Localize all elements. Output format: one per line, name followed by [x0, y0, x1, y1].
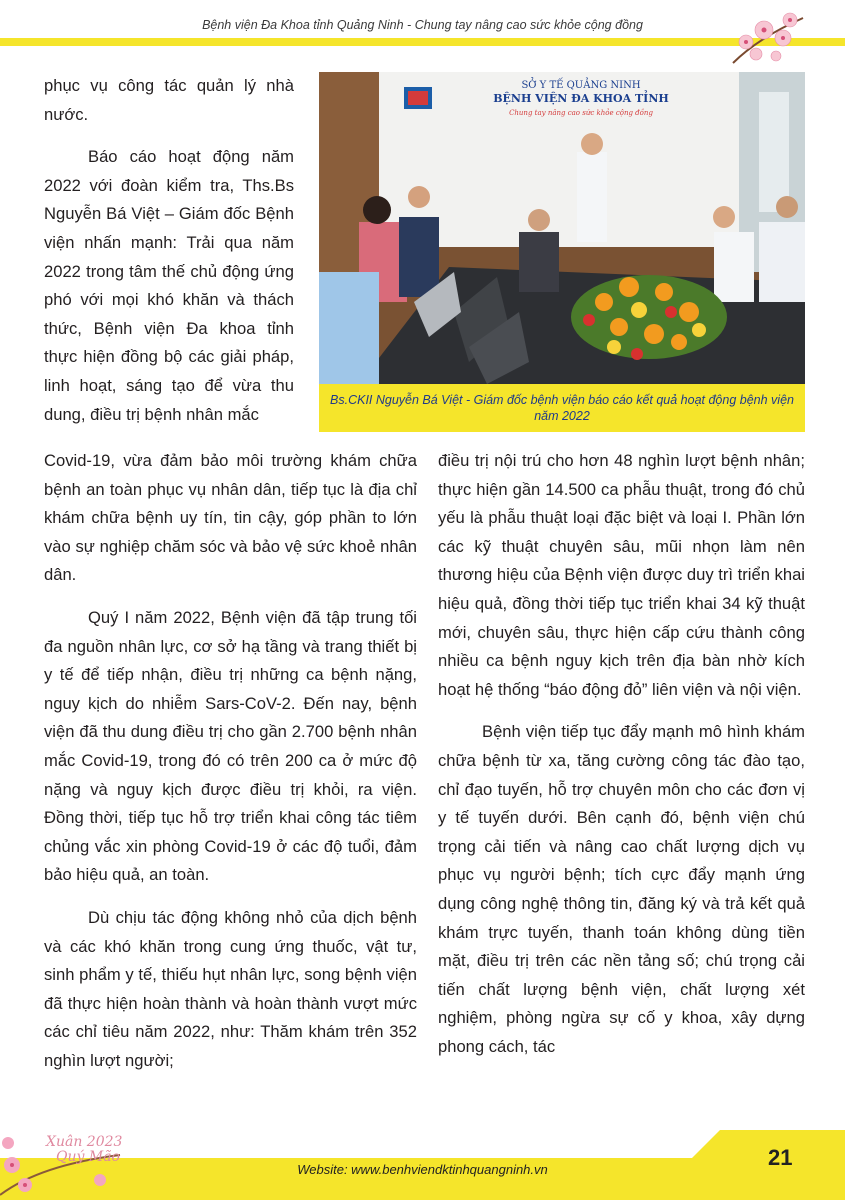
paragraph: Bệnh viện tiếp tục đẩy mạnh mô hình khám chữa bệnh từ xa, tăng cường công tác đào tạo, chỉ đạo tuyến, hỗ trợ chuyên môn cho các đơn vị y tế tuyến dưới. Bên cạnh đó, bệnh viện chú trọng cải tiến và nâng cao chất lượng dịch vụ phục vụ người bệnh; tích cực đẩy mạnh ứng dụng công nghệ thông tin, đăng ký và trả kết quả khám trực tuyến, thanh toán không dùng tiền mặt, điều trị trên các nền tảng số; chú trọng cải tiến chất lượng bệnh viện, chất lượng xét nghiệm, phòng ngừa sự cố y khoa, xây dựng phong cách, tác — [438, 722, 805, 1056]
meeting-photo-image — [319, 72, 805, 384]
photo-caption: Bs.CKII Nguyễn Bá Việt - Giám đốc bệnh viện báo cáo kết quả hoạt động bệnh viện năm 2022 — [319, 384, 805, 432]
meeting-photo — [319, 72, 805, 384]
header-bar — [0, 38, 845, 46]
sign-line-1: SỞ Y TẾ QUẢNG NINH — [521, 80, 641, 91]
article-left-top — [44, 72, 294, 429]
footer-website: Website: www.benhviendktinhquangninh.vn — [297, 1162, 548, 1177]
logo-text — [46, 1135, 122, 1165]
paragraph: Dù chịu tác động không nhỏ của dịch bệnh và các khó khăn trong cung ứng thuốc, vật tư, sinh phẩm y tế, thiếu hụt nhân lực, song bệnh viện đã thực hiện hoàn thành và hoàn thành vượt mức các chỉ tiêu năm 2022, như: Thăm khám trên 352 nghìn lượt người; — [44, 907, 417, 1070]
page-number: 21 — [768, 1145, 793, 1170]
paragraph: Covid-19, vừa đảm bảo môi trường khám chữa bệnh an toàn phục vụ nhân dân, tiếp tục là địa chỉ khám chữa bệnh uy tín, tin cậy, góp phần to lớn vào sự nghiệp chăm sóc và bảo vệ sức khoẻ nhân dân. — [44, 451, 417, 585]
logo-line-2: Quý Mão — [56, 1149, 120, 1165]
paragraph: điều trị nội trú cho hơn 48 nghìn lượt bệnh nhân; thực hiện gần 14.500 ca phẫu thuật, trong đó chủ yếu là phẫu thuật loại đặc biệt và loại I. Phần lớn các kỹ thuật chuyên sâu, mũi nhọn làm nên thương hiệu của Bệnh viện được duy trì triển khai hiệu quả, đồng thời tiếp tục triển khai 34 kỹ thuật mới, chuyên sâu, thực hiện cấp cứu thành công nhiều ca bệnh nguy kịch trên địa bàn nhờ kích hoạt hệ thống “báo động đỏ” liên viện và nội viện. — [438, 451, 805, 699]
paragraph: Báo cáo hoạt động năm 2022 với đoàn kiểm tra, Ths.Bs Nguyễn Bá Việt – Giám đốc Bệnh viện nhấn mạnh: Trải qua năm 2022 trong tâm thế chủ động ứng phó với mọi khó khăn và thách thức, Bệnh viện Đa khoa tỉnh thực hiện đồng bộ các giải pháp, linh hoạt, sáng tạo để vừa thu dung, điều trị bệnh nhân mắc — [44, 147, 294, 424]
cherry-blossom-decoration — [728, 8, 808, 68]
article-right — [438, 447, 805, 1075]
sign-line-2: BỆNH VIỆN ĐA KHOA TỈNH — [493, 92, 669, 105]
logo-line-1: Xuân 2023 — [46, 1134, 123, 1150]
article-left-bottom — [44, 447, 417, 1089]
sign-line-3: Chung tay nâng cao sức khỏe cộng đồng — [509, 109, 653, 117]
paragraph: Quý I năm 2022, Bệnh viện đã tập trung tối đa nguồn nhân lực, cơ sở hạ tầng và trang thiết bị y tế để tiếp nhận, điều trị những ca bệnh nặng, nguy kịch do nhiễm Sars-CoV-2. Đến nay, bệnh viện đã thu dung điều trị cho gần 2.700 bệnh nhân mắc Covid-19, trong đó có trên 200 ca ở mức độ nặng và nguy kịch được điều trị khỏi, ra viện. Đồng thời, tiếp tục hỗ trợ triển khai công tác tiêm chủng vắc xin phòng Covid-19 ở các độ tuổi, đảm bảo hiệu quả, an toàn. — [44, 607, 417, 885]
running-header: Bệnh viện Đa Khoa tỉnh Quảng Ninh - Chung tay nâng cao sức khỏe cộng đồng — [202, 18, 643, 32]
paragraph: phục vụ công tác quản lý nhà nước. — [44, 76, 294, 124]
